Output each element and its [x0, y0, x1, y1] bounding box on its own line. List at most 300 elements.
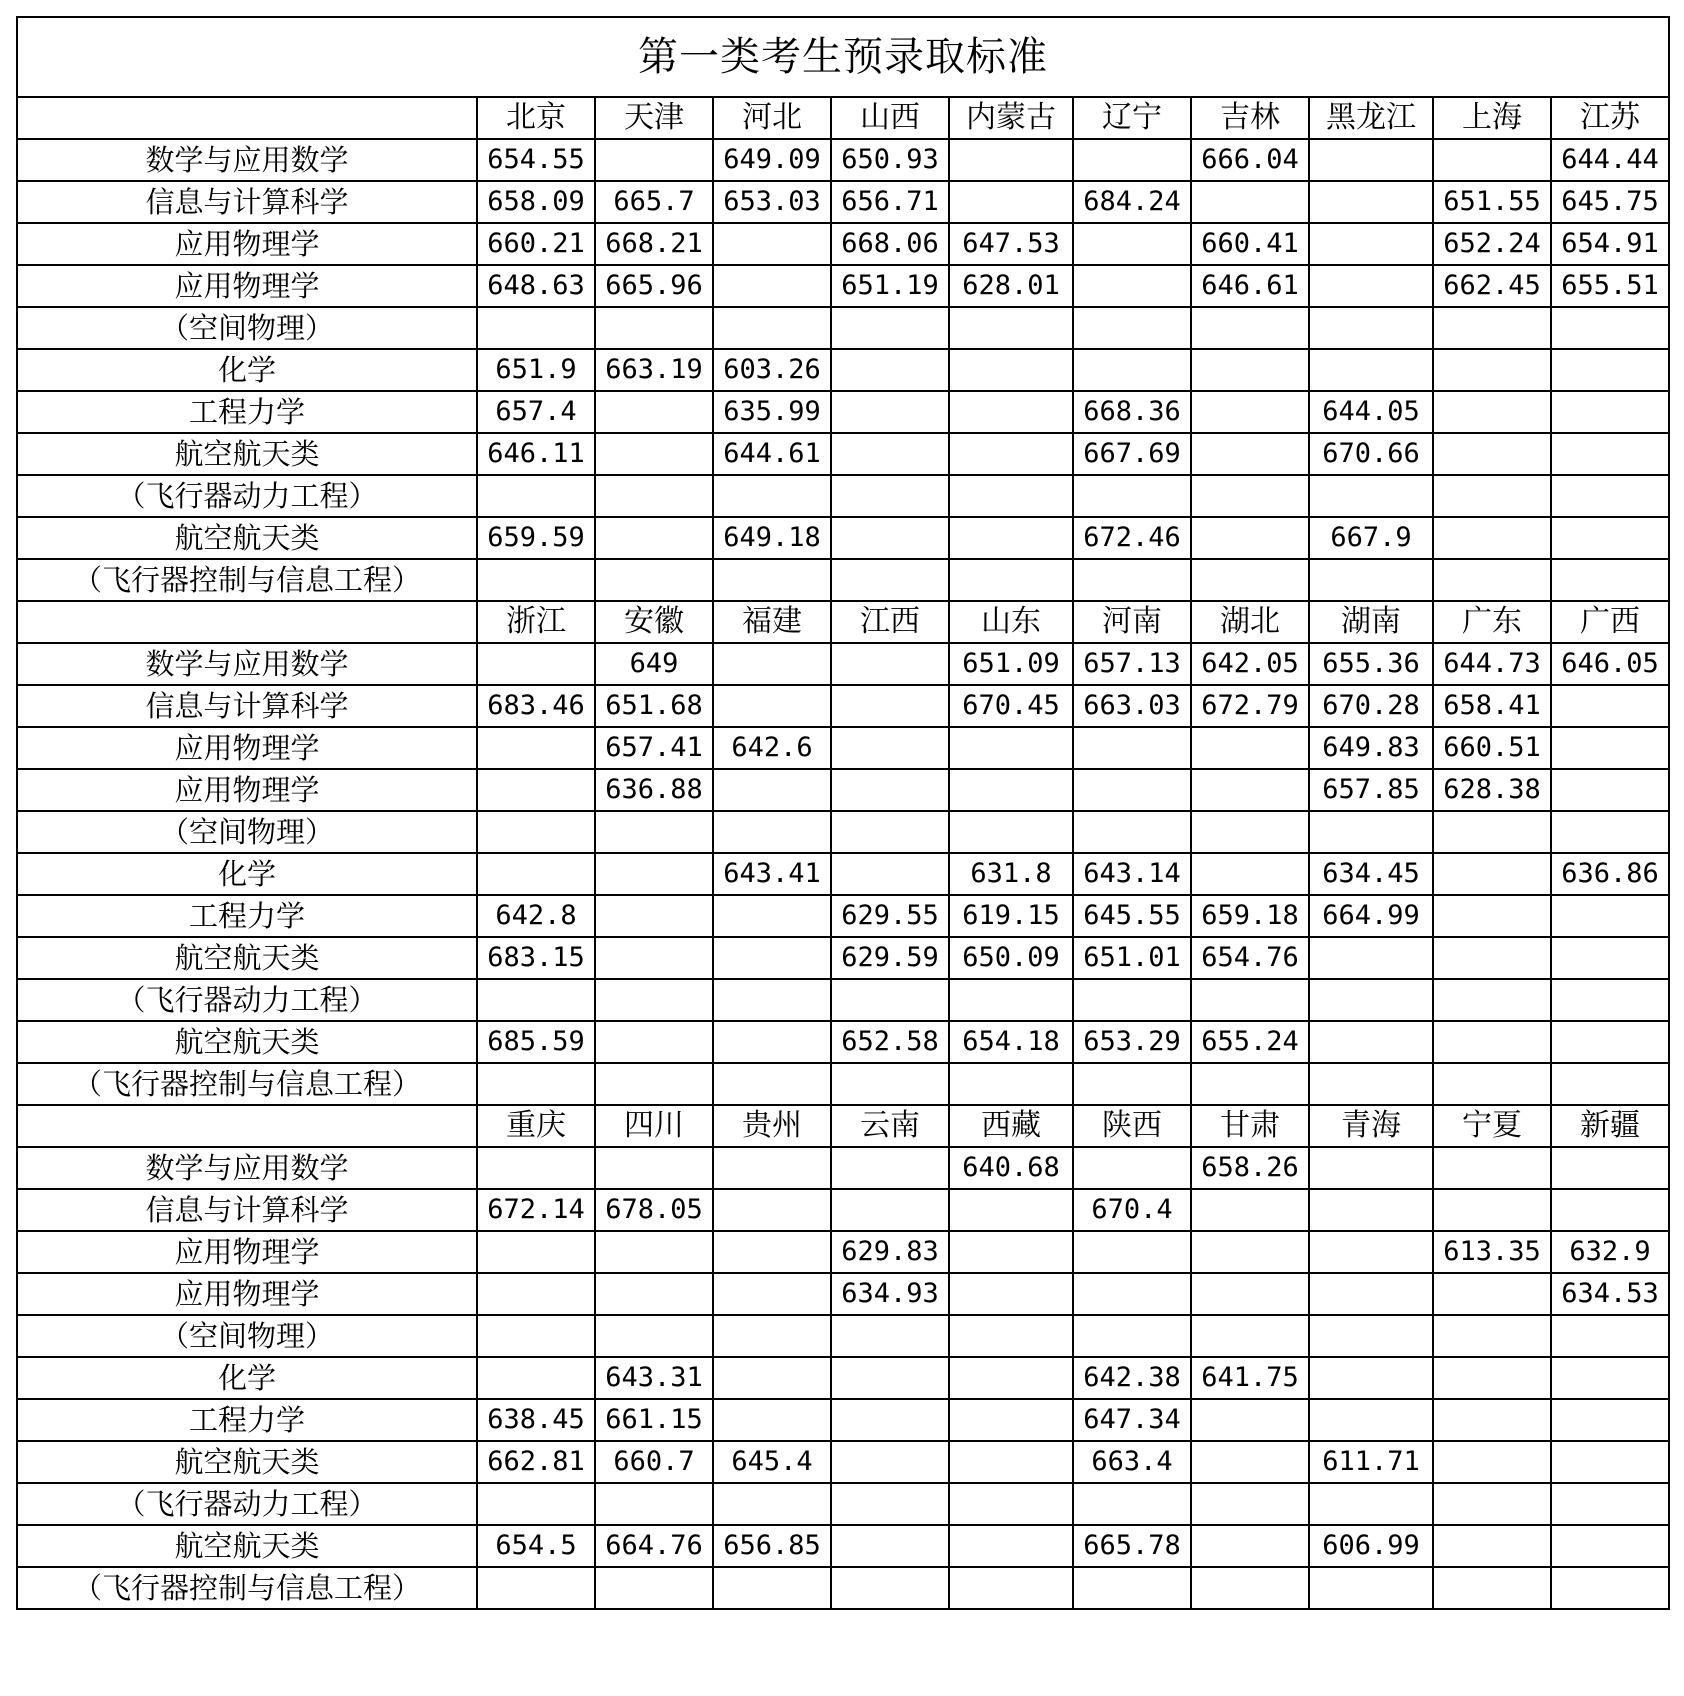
score-cell — [949, 391, 1073, 433]
province-header-cell: 内蒙古 — [949, 97, 1073, 139]
score-cell — [1073, 1315, 1191, 1357]
score-cell — [1191, 1315, 1309, 1357]
score-cell: 647.53 — [949, 223, 1073, 265]
score-cell: 666.04 — [1191, 139, 1309, 181]
score-cell: 663.4 — [1073, 1441, 1191, 1483]
score-cell: 685.59 — [477, 1021, 595, 1063]
score-cell — [1073, 811, 1191, 853]
province-header-cell: 江苏 — [1551, 97, 1669, 139]
score-cell — [831, 1147, 949, 1189]
major-label-cell: （飞行器控制与信息工程） — [17, 1567, 477, 1609]
province-header-cell: 新疆 — [1551, 1105, 1669, 1147]
table-row — [17, 1315, 1669, 1357]
score-cell — [1433, 1315, 1551, 1357]
score-cell — [1551, 559, 1669, 601]
table-row — [17, 727, 1669, 769]
score-cell — [713, 223, 831, 265]
score-cell: 651.68 — [595, 685, 713, 727]
score-cell — [713, 895, 831, 937]
score-cell — [1551, 895, 1669, 937]
score-cell: 667.9 — [1309, 517, 1433, 559]
major-label-cell: 化学 — [17, 1357, 477, 1399]
score-cell — [1551, 937, 1669, 979]
table-row — [17, 1567, 1669, 1609]
score-cell — [595, 937, 713, 979]
score-cell — [477, 307, 595, 349]
score-cell — [831, 1567, 949, 1609]
score-cell — [1433, 139, 1551, 181]
major-label-cell: 航空航天类 — [17, 1525, 477, 1567]
header-corner-cell — [17, 97, 477, 139]
major-label-cell: （飞行器动力工程） — [17, 979, 477, 1021]
province-header-cell: 贵州 — [713, 1105, 831, 1147]
score-cell: 649.09 — [713, 139, 831, 181]
score-cell — [1433, 1441, 1551, 1483]
major-label-cell: （空间物理） — [17, 307, 477, 349]
score-cell — [1309, 223, 1433, 265]
score-cell: 670.45 — [949, 685, 1073, 727]
score-cell — [477, 979, 595, 1021]
score-cell — [831, 979, 949, 1021]
score-cell — [949, 811, 1073, 853]
score-cell — [713, 1021, 831, 1063]
table-row — [17, 1441, 1669, 1483]
score-cell: 652.24 — [1433, 223, 1551, 265]
score-cell — [477, 1483, 595, 1525]
score-cell: 668.06 — [831, 223, 949, 265]
score-cell — [713, 1273, 831, 1315]
score-cell: 658.26 — [1191, 1147, 1309, 1189]
score-cell — [1073, 1273, 1191, 1315]
score-cell — [831, 307, 949, 349]
score-cell — [1191, 1189, 1309, 1231]
score-cell: 667.69 — [1073, 433, 1191, 475]
province-header-cell: 江西 — [831, 601, 949, 643]
score-cell: 634.45 — [1309, 853, 1433, 895]
score-cell: 655.51 — [1551, 265, 1669, 307]
table-row — [17, 1357, 1669, 1399]
score-cell: 644.61 — [713, 433, 831, 475]
score-cell — [1551, 433, 1669, 475]
score-cell — [1191, 1441, 1309, 1483]
score-cell — [1309, 811, 1433, 853]
score-cell: 631.8 — [949, 853, 1073, 895]
score-cell — [1073, 475, 1191, 517]
score-cell: 650.09 — [949, 937, 1073, 979]
score-cell — [1309, 1567, 1433, 1609]
table-row — [17, 1189, 1669, 1231]
score-cell — [831, 685, 949, 727]
score-cell — [477, 1567, 595, 1609]
score-cell — [1433, 895, 1551, 937]
score-cell: 660.21 — [477, 223, 595, 265]
score-cell — [1433, 559, 1551, 601]
score-cell — [477, 811, 595, 853]
province-header-cell: 广西 — [1551, 601, 1669, 643]
score-cell — [1309, 1399, 1433, 1441]
score-cell — [1191, 517, 1309, 559]
score-cell — [1309, 265, 1433, 307]
score-cell: 632.9 — [1551, 1231, 1669, 1273]
major-label-cell: 应用物理学 — [17, 769, 477, 811]
major-label-cell: 信息与计算科学 — [17, 1189, 477, 1231]
major-label-cell: 工程力学 — [17, 1399, 477, 1441]
score-cell — [1433, 307, 1551, 349]
score-cell — [1309, 979, 1433, 1021]
score-cell — [1309, 181, 1433, 223]
score-cell: 628.38 — [1433, 769, 1551, 811]
score-cell: 635.99 — [713, 391, 831, 433]
score-cell — [1433, 475, 1551, 517]
major-label-cell: （飞行器控制与信息工程） — [17, 1063, 477, 1105]
score-cell — [1191, 811, 1309, 853]
score-cell: 683.46 — [477, 685, 595, 727]
score-cell — [831, 769, 949, 811]
score-cell — [713, 685, 831, 727]
score-cell: 657.85 — [1309, 769, 1433, 811]
score-cell — [1309, 1147, 1433, 1189]
score-cell — [1309, 559, 1433, 601]
score-cell — [1073, 979, 1191, 1021]
score-cell: 683.15 — [477, 937, 595, 979]
score-cell — [1433, 433, 1551, 475]
province-header-cell: 上海 — [1433, 97, 1551, 139]
score-cell — [595, 1567, 713, 1609]
score-cell: 651.19 — [831, 265, 949, 307]
score-cell: 646.05 — [1551, 643, 1669, 685]
major-label-cell: 航空航天类 — [17, 433, 477, 475]
score-cell: 644.05 — [1309, 391, 1433, 433]
score-cell: 668.36 — [1073, 391, 1191, 433]
score-cell: 653.29 — [1073, 1021, 1191, 1063]
province-header-cell: 河南 — [1073, 601, 1191, 643]
score-cell — [831, 475, 949, 517]
score-cell: 647.34 — [1073, 1399, 1191, 1441]
province-header-row — [17, 601, 1669, 643]
province-header-cell: 云南 — [831, 1105, 949, 1147]
score-cell — [1073, 1567, 1191, 1609]
major-label-cell: 应用物理学 — [17, 265, 477, 307]
score-cell: 645.4 — [713, 1441, 831, 1483]
major-label-cell: 数学与应用数学 — [17, 139, 477, 181]
score-cell — [1551, 727, 1669, 769]
score-cell — [949, 1063, 1073, 1105]
score-cell — [713, 1063, 831, 1105]
province-header-cell: 甘肃 — [1191, 1105, 1309, 1147]
score-cell — [1073, 727, 1191, 769]
score-cell: 643.31 — [595, 1357, 713, 1399]
score-cell: 670.28 — [1309, 685, 1433, 727]
major-label-cell: 应用物理学 — [17, 1231, 477, 1273]
score-cell — [713, 811, 831, 853]
score-cell — [1073, 349, 1191, 391]
score-cell — [1073, 1231, 1191, 1273]
score-cell — [1433, 391, 1551, 433]
table-row — [17, 433, 1669, 475]
score-cell: 643.41 — [713, 853, 831, 895]
score-cell: 649.18 — [713, 517, 831, 559]
admission-standards-table — [16, 16, 1670, 1610]
score-cell — [595, 1315, 713, 1357]
score-cell — [1073, 769, 1191, 811]
score-cell — [1309, 1315, 1433, 1357]
score-cell — [831, 1483, 949, 1525]
major-label-cell: 航空航天类 — [17, 1441, 477, 1483]
score-cell — [831, 1525, 949, 1567]
score-cell — [1191, 307, 1309, 349]
province-header-row — [17, 1105, 1669, 1147]
score-cell — [1551, 349, 1669, 391]
score-cell — [949, 1483, 1073, 1525]
score-cell — [713, 559, 831, 601]
score-cell: 646.61 — [1191, 265, 1309, 307]
table-row — [17, 1231, 1669, 1273]
score-cell — [1309, 1063, 1433, 1105]
province-header-cell: 青海 — [1309, 1105, 1433, 1147]
score-cell — [1191, 1399, 1309, 1441]
score-cell — [831, 433, 949, 475]
score-cell: 654.91 — [1551, 223, 1669, 265]
score-cell — [713, 979, 831, 1021]
score-cell — [477, 475, 595, 517]
table-row — [17, 937, 1669, 979]
table-row — [17, 1021, 1669, 1063]
score-cell — [1551, 685, 1669, 727]
table-row — [17, 349, 1669, 391]
page-title: 第一类考生预录取标准 — [17, 17, 1669, 97]
score-cell — [949, 979, 1073, 1021]
score-cell — [1073, 1147, 1191, 1189]
score-cell: 651.9 — [477, 349, 595, 391]
score-cell — [949, 1231, 1073, 1273]
major-label-cell: 航空航天类 — [17, 1021, 477, 1063]
score-cell — [1551, 1399, 1669, 1441]
table-row — [17, 223, 1669, 265]
score-cell: 665.78 — [1073, 1525, 1191, 1567]
score-cell: 641.75 — [1191, 1357, 1309, 1399]
score-cell: 649.83 — [1309, 727, 1433, 769]
score-cell — [713, 1399, 831, 1441]
score-cell — [477, 1273, 595, 1315]
score-cell — [1551, 1021, 1669, 1063]
score-cell — [1191, 475, 1309, 517]
score-cell: 657.13 — [1073, 643, 1191, 685]
score-cell: 606.99 — [1309, 1525, 1433, 1567]
score-cell — [949, 181, 1073, 223]
score-cell: 651.09 — [949, 643, 1073, 685]
score-cell — [1551, 1189, 1669, 1231]
score-cell — [949, 307, 1073, 349]
score-cell: 642.38 — [1073, 1357, 1191, 1399]
score-cell — [1551, 1357, 1669, 1399]
score-cell — [1433, 853, 1551, 895]
score-cell — [1551, 1441, 1669, 1483]
table-body — [17, 17, 1669, 1609]
score-cell — [949, 139, 1073, 181]
score-cell — [1073, 1483, 1191, 1525]
score-cell — [949, 1189, 1073, 1231]
major-label-cell: 工程力学 — [17, 895, 477, 937]
score-cell — [595, 1147, 713, 1189]
score-cell: 629.83 — [831, 1231, 949, 1273]
score-cell: 636.88 — [595, 769, 713, 811]
score-cell — [1433, 1567, 1551, 1609]
score-cell — [477, 1315, 595, 1357]
province-header-cell: 浙江 — [477, 601, 595, 643]
score-cell: 684.24 — [1073, 181, 1191, 223]
score-cell — [713, 1315, 831, 1357]
score-cell — [1191, 727, 1309, 769]
score-cell — [1191, 433, 1309, 475]
score-cell — [1551, 391, 1669, 433]
score-cell — [1309, 1021, 1433, 1063]
major-label-cell: 信息与计算科学 — [17, 181, 477, 223]
score-cell: 656.85 — [713, 1525, 831, 1567]
score-cell — [477, 853, 595, 895]
score-cell — [1191, 1273, 1309, 1315]
score-cell: 664.76 — [595, 1525, 713, 1567]
table-row — [17, 979, 1669, 1021]
score-cell — [1551, 1063, 1669, 1105]
province-header-cell: 宁夏 — [1433, 1105, 1551, 1147]
score-cell — [595, 979, 713, 1021]
score-cell — [713, 475, 831, 517]
score-cell: 654.55 — [477, 139, 595, 181]
score-cell — [595, 1021, 713, 1063]
province-header-cell: 黑龙江 — [1309, 97, 1433, 139]
score-cell — [595, 1483, 713, 1525]
major-label-cell: （飞行器动力工程） — [17, 1483, 477, 1525]
major-label-cell: 数学与应用数学 — [17, 1147, 477, 1189]
score-cell — [1433, 517, 1551, 559]
score-cell: 657.4 — [477, 391, 595, 433]
score-cell — [949, 1525, 1073, 1567]
province-header-cell: 重庆 — [477, 1105, 595, 1147]
major-label-cell: （空间物理） — [17, 1315, 477, 1357]
score-cell: 672.14 — [477, 1189, 595, 1231]
score-cell — [595, 853, 713, 895]
score-cell — [949, 727, 1073, 769]
table-row — [17, 853, 1669, 895]
score-cell: 644.73 — [1433, 643, 1551, 685]
score-cell — [595, 1273, 713, 1315]
score-cell: 648.63 — [477, 265, 595, 307]
score-cell: 655.36 — [1309, 643, 1433, 685]
score-cell — [831, 727, 949, 769]
score-cell — [831, 643, 949, 685]
score-cell: 644.44 — [1551, 139, 1669, 181]
score-cell — [1191, 769, 1309, 811]
score-cell — [1309, 1483, 1433, 1525]
title-row — [17, 17, 1669, 97]
province-header-cell: 河北 — [713, 97, 831, 139]
score-cell — [1073, 139, 1191, 181]
score-cell — [1191, 1231, 1309, 1273]
score-cell — [1551, 1525, 1669, 1567]
province-header-cell: 吉林 — [1191, 97, 1309, 139]
score-cell — [1551, 475, 1669, 517]
score-cell: 613.35 — [1433, 1231, 1551, 1273]
score-cell: 634.93 — [831, 1273, 949, 1315]
score-cell — [595, 1231, 713, 1273]
score-cell — [949, 1399, 1073, 1441]
table-row — [17, 1063, 1669, 1105]
major-label-cell: 航空航天类 — [17, 937, 477, 979]
header-corner-cell — [17, 1105, 477, 1147]
score-cell — [949, 475, 1073, 517]
score-cell — [713, 769, 831, 811]
score-cell — [1433, 1063, 1551, 1105]
score-cell — [1073, 223, 1191, 265]
score-cell — [949, 1273, 1073, 1315]
province-header-row — [17, 97, 1669, 139]
score-cell — [713, 1483, 831, 1525]
province-header-cell: 四川 — [595, 1105, 713, 1147]
score-cell — [1309, 475, 1433, 517]
score-cell — [1309, 1189, 1433, 1231]
score-cell: 665.7 — [595, 181, 713, 223]
score-cell — [1073, 265, 1191, 307]
table-row — [17, 1399, 1669, 1441]
score-cell: 678.05 — [595, 1189, 713, 1231]
score-cell — [477, 559, 595, 601]
score-cell — [949, 433, 1073, 475]
score-cell: 660.41 — [1191, 223, 1309, 265]
score-cell — [477, 643, 595, 685]
score-cell — [1433, 1483, 1551, 1525]
score-cell — [713, 643, 831, 685]
score-cell — [831, 391, 949, 433]
score-cell — [595, 433, 713, 475]
province-header-cell: 山西 — [831, 97, 949, 139]
score-cell — [949, 559, 1073, 601]
score-cell: 654.18 — [949, 1021, 1073, 1063]
table-row — [17, 1147, 1669, 1189]
score-cell: 628.01 — [949, 265, 1073, 307]
score-cell: 634.53 — [1551, 1273, 1669, 1315]
score-cell — [1191, 1567, 1309, 1609]
major-label-cell: 信息与计算科学 — [17, 685, 477, 727]
score-cell — [1309, 1273, 1433, 1315]
table-row — [17, 1273, 1669, 1315]
score-cell: 619.15 — [949, 895, 1073, 937]
score-cell — [1433, 1273, 1551, 1315]
major-label-cell: 应用物理学 — [17, 223, 477, 265]
score-cell — [831, 811, 949, 853]
score-cell — [1073, 307, 1191, 349]
score-cell — [1191, 181, 1309, 223]
score-cell — [831, 1357, 949, 1399]
major-label-cell: 化学 — [17, 853, 477, 895]
score-cell — [595, 559, 713, 601]
score-cell — [1073, 1063, 1191, 1105]
score-cell: 655.24 — [1191, 1021, 1309, 1063]
score-cell — [595, 517, 713, 559]
major-label-cell: （飞行器控制与信息工程） — [17, 559, 477, 601]
score-cell — [595, 475, 713, 517]
province-header-cell: 福建 — [713, 601, 831, 643]
score-cell: 645.75 — [1551, 181, 1669, 223]
score-cell — [1433, 1189, 1551, 1231]
province-header-cell: 北京 — [477, 97, 595, 139]
table-row — [17, 685, 1669, 727]
score-cell: 656.71 — [831, 181, 949, 223]
score-cell: 670.4 — [1073, 1189, 1191, 1231]
score-cell — [1191, 391, 1309, 433]
score-cell: 672.46 — [1073, 517, 1191, 559]
score-cell — [1309, 307, 1433, 349]
score-cell — [595, 895, 713, 937]
